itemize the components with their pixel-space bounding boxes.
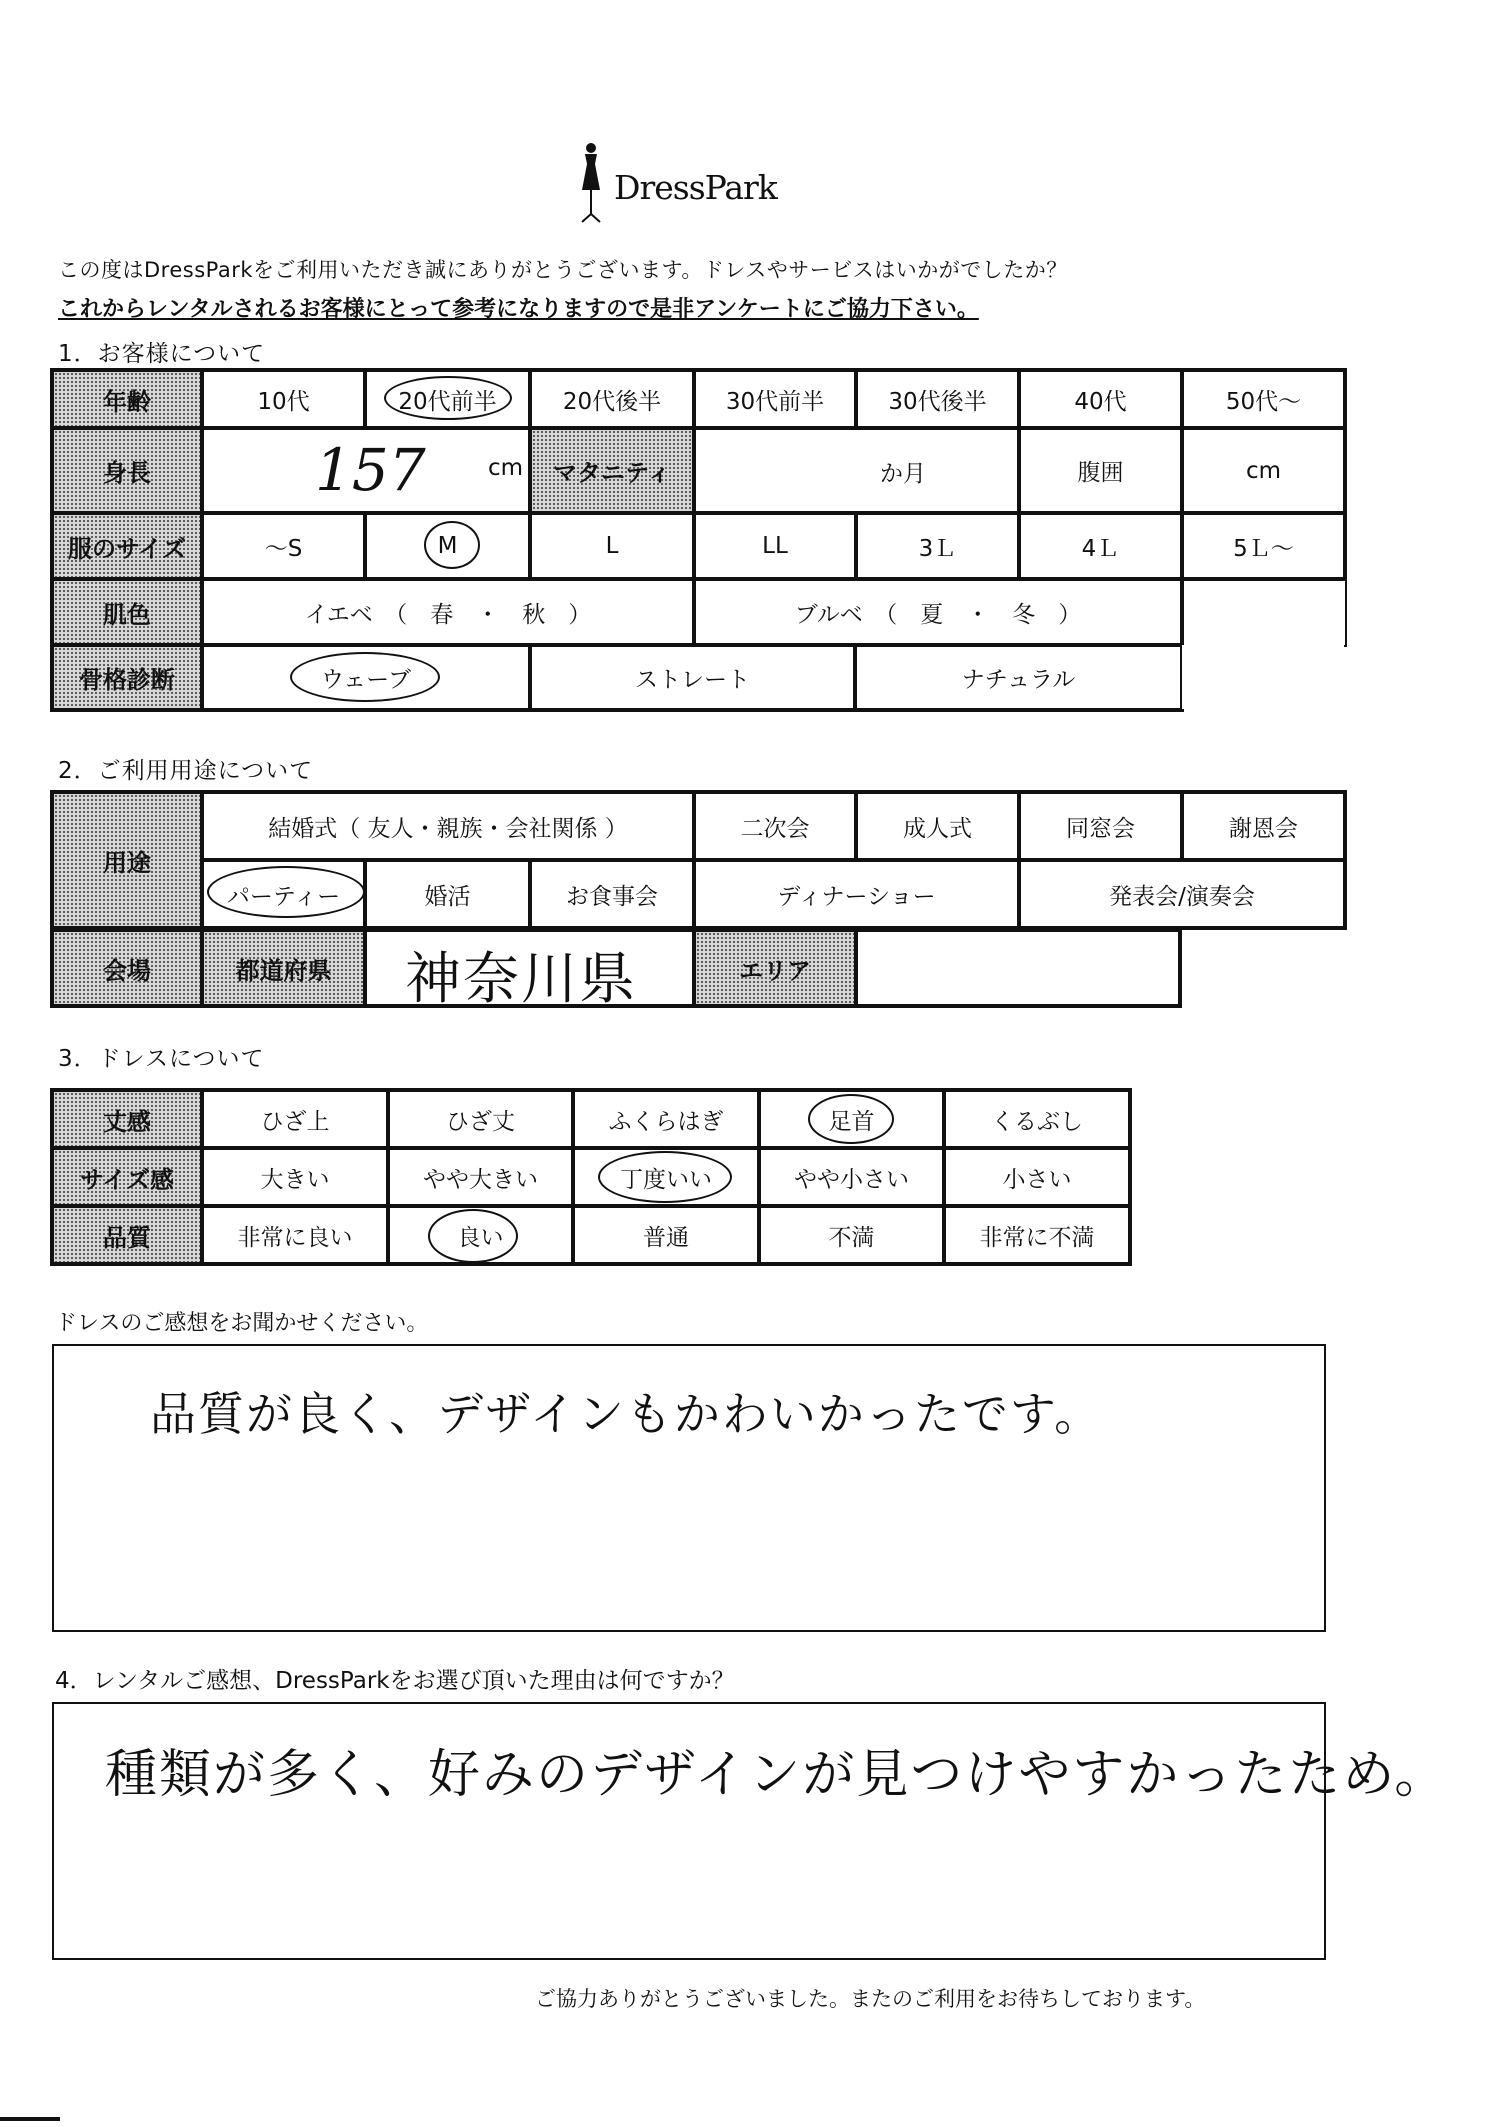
waist-field[interactable]: cm [1182, 428, 1345, 513]
size-option-m[interactable]: M [365, 513, 530, 579]
age-option-50[interactable]: 50代～ [1182, 370, 1345, 428]
length-above-knee[interactable]: ひざ上 [202, 1090, 388, 1148]
age-option-30-late[interactable]: 30代後半 [856, 370, 1019, 428]
size-option-4l[interactable]: 4Ｌ [1019, 513, 1182, 579]
size-option-l[interactable]: L [530, 513, 694, 579]
skeleton-option-wave[interactable]: ウェーブ [202, 645, 530, 710]
purpose-konkatsu[interactable]: 婚活 [365, 860, 530, 928]
purpose-reunion[interactable]: 同窓会 [1019, 792, 1182, 860]
purpose-dinner-show[interactable]: ディナーショー [694, 860, 1019, 928]
months-label: か月 [880, 461, 926, 487]
fit-label: サイズ感 [52, 1148, 202, 1206]
venue-label: 会場 [52, 930, 202, 1006]
skin-empty [1182, 579, 1345, 645]
quality-very-poor[interactable]: 非常に不満 [944, 1206, 1130, 1264]
section2-title: 2．ご利用用途について [58, 758, 314, 784]
purpose-afterparty[interactable]: 二次会 [694, 792, 856, 860]
fit-slightly-large[interactable]: やや大きい [388, 1148, 573, 1206]
quality-excellent[interactable]: 非常に良い [202, 1206, 388, 1264]
size-option-ll[interactable]: LL [694, 513, 856, 579]
logo [574, 140, 814, 226]
purpose-thank-you-party[interactable]: 謝恩会 [1182, 792, 1345, 860]
height-unit: cm [488, 455, 524, 481]
skin-label: 肌色 [52, 579, 202, 645]
length-ankle[interactable]: 足首 [759, 1090, 944, 1148]
skeleton-option-natural[interactable]: ナチュラル [855, 645, 1182, 710]
section4-answer: 種類が多く、好みのデザインが見つけやすかったため。 [105, 1745, 1449, 1805]
impressions-answer: 品質が良く、デザインもかわいかったです。 [150, 1387, 1103, 1441]
area-label: エリア [694, 930, 856, 1006]
fit-just-right[interactable]: 丁度いい [573, 1148, 759, 1206]
quality-poor[interactable]: 不満 [759, 1206, 944, 1264]
purpose-wedding[interactable]: 結婚式（ 友人・親族・会社関係 ） [202, 792, 694, 860]
quality-average[interactable]: 普通 [573, 1206, 759, 1264]
request-text: これからレンタルされるお客様にとって参考になりますので是非アンケートにご協力下さい。 [58, 297, 979, 322]
quality-label: 品質 [52, 1206, 202, 1264]
size-label: 服のサイズ [52, 513, 202, 579]
size-option-5l[interactable]: 5Ｌ～ [1182, 513, 1345, 579]
age-option-30-early[interactable]: 30代前半 [694, 370, 856, 428]
age-option-20-early[interactable]: 20代前半 [365, 370, 530, 428]
section1-title: 1．お客様について [58, 341, 266, 367]
maternity-months-field[interactable] [694, 428, 1019, 513]
area-field[interactable] [856, 930, 1180, 1006]
skin-blue-option[interactable]: ブルベ （ 夏 ・ 冬 ） [694, 579, 1182, 645]
quality-good[interactable]: 良い [388, 1206, 573, 1264]
length-label: 丈感 [52, 1090, 202, 1148]
purpose-label: 用途 [52, 792, 202, 928]
skin-yellow-option[interactable]: イエベ （ 春 ・ 秋 ） [202, 579, 694, 645]
table-notch [1184, 647, 1354, 717]
height-value: 157 [315, 436, 426, 504]
section3-title: 3．ドレスについて [58, 1046, 265, 1072]
skeleton-label: 骨格診断 [52, 645, 202, 710]
impressions-question: ドレスのご感想をお聞かせください。 [55, 1311, 429, 1336]
footer-thanks: ご協力ありがとうございました。またのご利用をお待ちしております。 [535, 1987, 1206, 2011]
purpose-dinner[interactable]: お食事会 [530, 860, 694, 928]
age-option-10[interactable]: 10代 [202, 370, 365, 428]
purpose-recital[interactable]: 発表会/演奏会 [1019, 860, 1345, 928]
dress-form-icon [574, 140, 608, 226]
height-label: 身長 [52, 428, 202, 513]
purpose-coming-of-age[interactable]: 成人式 [856, 792, 1019, 860]
length-calf[interactable]: ふくらはぎ [573, 1090, 759, 1148]
fit-slightly-small[interactable]: やや小さい [759, 1148, 944, 1206]
section4-question: 4．レンタルご感想、DressParkをお選び頂いた理由は何ですか？ [55, 1668, 735, 1694]
waist-label: 腹囲 [1019, 428, 1182, 513]
fit-small[interactable]: 小さい [944, 1148, 1130, 1206]
brand-name: DressPark [614, 168, 777, 207]
maternity-label: マタニティ [530, 428, 694, 513]
purpose-party[interactable]: パーティー [202, 860, 365, 928]
skeleton-option-straight[interactable]: ストレート [530, 645, 855, 710]
scan-edge-mark [0, 2117, 60, 2121]
age-option-20-late[interactable]: 20代後半 [530, 370, 694, 428]
age-label: 年齢 [52, 370, 202, 428]
fit-large[interactable]: 大きい [202, 1148, 388, 1206]
length-below-ankle[interactable]: くるぶし [944, 1090, 1130, 1148]
intro-text: この度はDressParkをご利用いただき誠にありがとうございます。ドレスやサービスはいかがでしたか？ [58, 258, 1068, 282]
prefecture-value: 神奈川県 [405, 947, 637, 1012]
age-option-40[interactable]: 40代 [1019, 370, 1182, 428]
length-knee[interactable]: ひざ丈 [388, 1090, 573, 1148]
prefecture-label: 都道府県 [202, 930, 365, 1006]
size-option-3l[interactable]: 3Ｌ [856, 513, 1019, 579]
size-option-s[interactable]: ～S [202, 513, 365, 579]
